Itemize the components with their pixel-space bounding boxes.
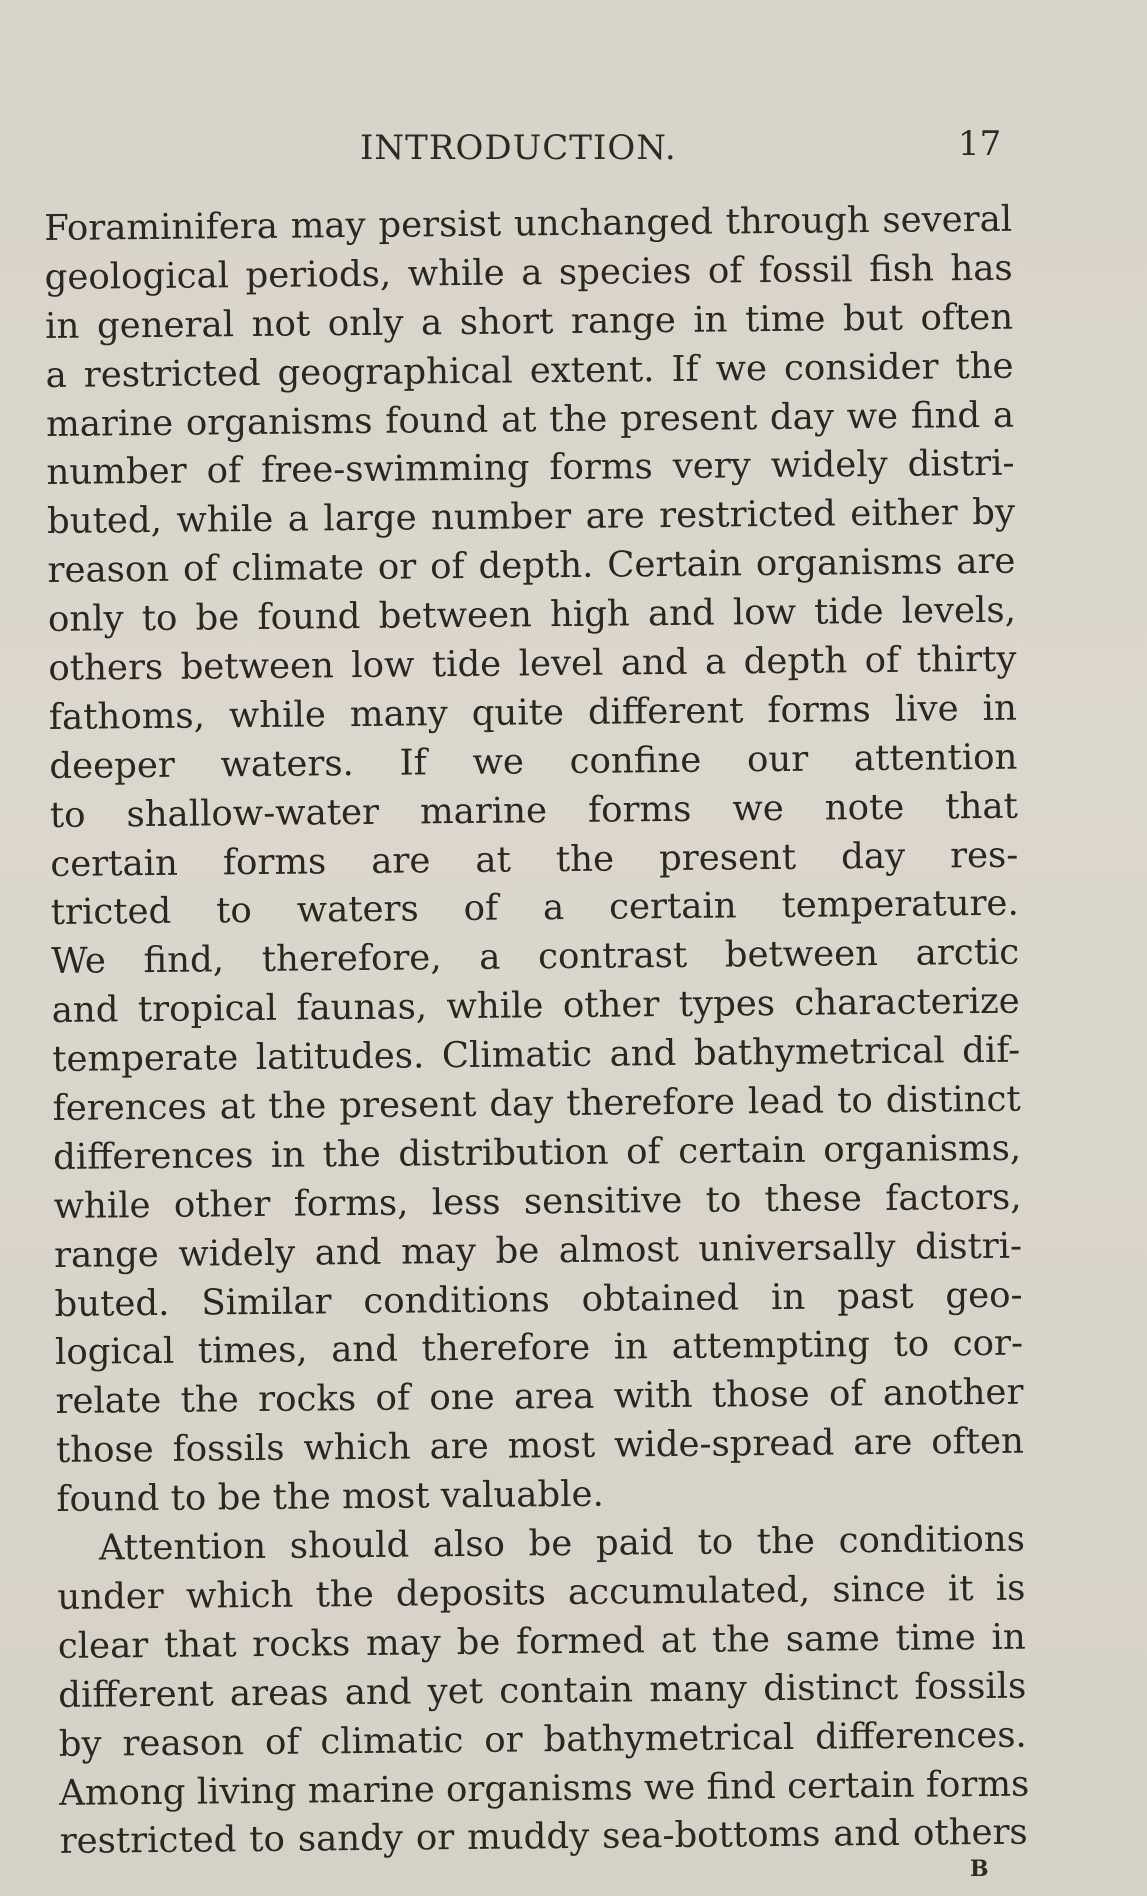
text-line: by reason of climatic or bathymetrical differences.	[58, 1714, 1027, 1765]
text-line: and tropical faunas, while other types characterize	[51, 980, 1020, 1032]
text-line: number of free-swimming forms very widely distri-	[46, 443, 1015, 494]
text-line: tricted to waters of a certain temperature.	[50, 883, 1019, 934]
text-line: fathoms, while many quite different forms live in	[48, 687, 1018, 738]
body-text	[44, 196, 1028, 1867]
text-line: to shallow-water marine forms we note that	[49, 785, 1019, 836]
text-line: found to be the most valuable.	[56, 1473, 604, 1521]
text-line: while other forms, less sensitive to these factors,	[53, 1176, 1022, 1227]
text-line: logical times, and therefore in attempting to cor-	[54, 1323, 1024, 1374]
text-line: only to be found between high and low tide levels,	[47, 589, 1017, 641]
text-line: clear that rocks may be formed at the same time in	[57, 1616, 1026, 1667]
text-line: in general not only a short range in time but often	[44, 296, 1014, 347]
page-number: 17	[958, 124, 1002, 164]
text-line: relate the rocks of one area with those of another	[55, 1372, 1024, 1423]
text-line: Foraminifera may persist unchanged through several	[44, 198, 1013, 249]
text-line: deeper waters. If we confine our attention	[49, 736, 1018, 787]
signature-mark: B	[970, 1856, 989, 1882]
text-line: buted. Similar conditions obtained in past geo-	[54, 1274, 1023, 1325]
text-line: differences in the distribution of certain organisms,	[52, 1127, 1022, 1178]
text-line: geological periods, while a species of fossil fish has	[44, 247, 1013, 298]
text-line: others between low tide level and a depth of thirty	[48, 638, 1017, 689]
text-line: temperate latitudes. Climatic and bathymetrical dif-	[52, 1029, 1021, 1081]
text-line: certain forms are at the present day res-	[50, 834, 1019, 885]
running-head: INTRODUCTION.	[360, 128, 677, 168]
text-line: We find, therefore, a contrast between arctic	[51, 932, 1020, 983]
text-line: ferences at the present day therefore lead to distinct	[52, 1078, 1021, 1129]
text-line: buted, while a large number are restricted either by	[46, 492, 1016, 543]
text-line: Among living marine organisms we find certain forms	[59, 1763, 1030, 1814]
text-line: different areas and yet contain many distinct fossils	[58, 1665, 1027, 1716]
paragraph-first-line: Attention should also be paid to the conditions	[98, 1518, 1026, 1569]
text-line: reason of climate or of depth. Certain organisms are	[47, 540, 1016, 592]
text-line: marine organisms found at the present day we find a	[45, 394, 1015, 445]
text-line: restricted to sandy or muddy sea-bottoms and others	[59, 1812, 1028, 1863]
text-line: under which the deposits accumulated, since it is	[57, 1567, 1026, 1618]
text-line: a restricted geographical extent. If we consider the	[45, 345, 1014, 396]
text-line: those fossils which are most wide-spread are often	[55, 1420, 1025, 1472]
text-line: range widely and may be almost universally distri-	[53, 1225, 1023, 1276]
